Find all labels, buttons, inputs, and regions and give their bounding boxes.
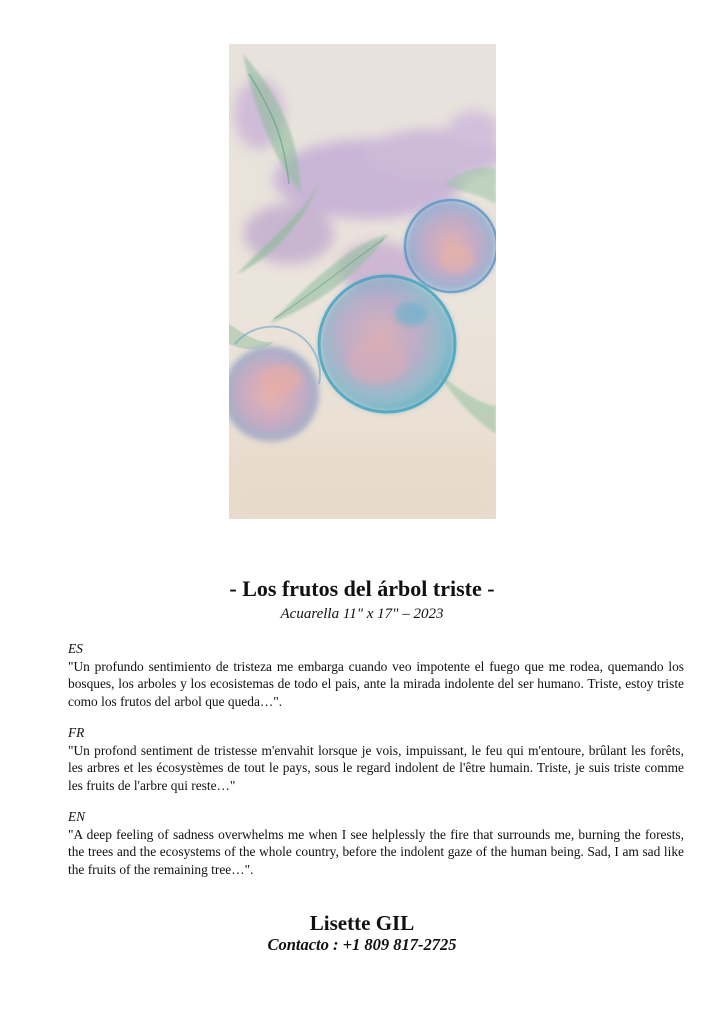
section-en: [68, 808, 684, 878]
artwork-medium-dimensions: Acuarella 11" x 17" – 2023: [280, 606, 444, 622]
fruit-right: [405, 200, 496, 292]
language-label-fr: FR: [68, 725, 85, 740]
watercolor-painting: [229, 44, 496, 519]
artwork-title: - Los frutos del árbol triste -: [229, 576, 495, 601]
watercolor-painting-svg: [229, 44, 496, 519]
language-label-en: EN: [68, 809, 86, 824]
artwork-subtitle: [0, 604, 724, 624]
author-name: Lisette GIL: [309, 911, 415, 935]
fruit-center: [319, 276, 455, 412]
paragraph-fr: "Un profond sentiment de tristesse m'envahit lorsque je vois, impuissant, le feu qui m'entoure, brûlant les forêts, les arbres et les écosystèmes de tout le pays, sous le regard indolent de l'être humain. Triste, je suis triste comme les fruits de l'arbre qui reste…": [68, 742, 684, 793]
contact-phone: Contacto : +1 809 817-2725: [267, 935, 457, 954]
paragraph-es: "Un profundo sentimiento de tristeza me embarga cuando veo impotente el fuego que me rodea, quemando los bosques, los arboles y los ecosistemas de todo el pais, ante la mirada indolente del ser humano. Triste, estoy triste como los frutos del arbol que queda…".: [68, 658, 684, 709]
language-label-es: ES: [68, 641, 83, 656]
section-es: [68, 640, 684, 710]
paragraph-en: "A deep feeling of sadness overwhelms me when I see helplessly the fire that surrounds me, burning the forests, the trees and the ecosystems of the whole country, before the indolent gaze of the human being. Sad, I am sad like the fruits of the remaining tree…".: [68, 826, 684, 877]
section-fr: [68, 724, 684, 794]
